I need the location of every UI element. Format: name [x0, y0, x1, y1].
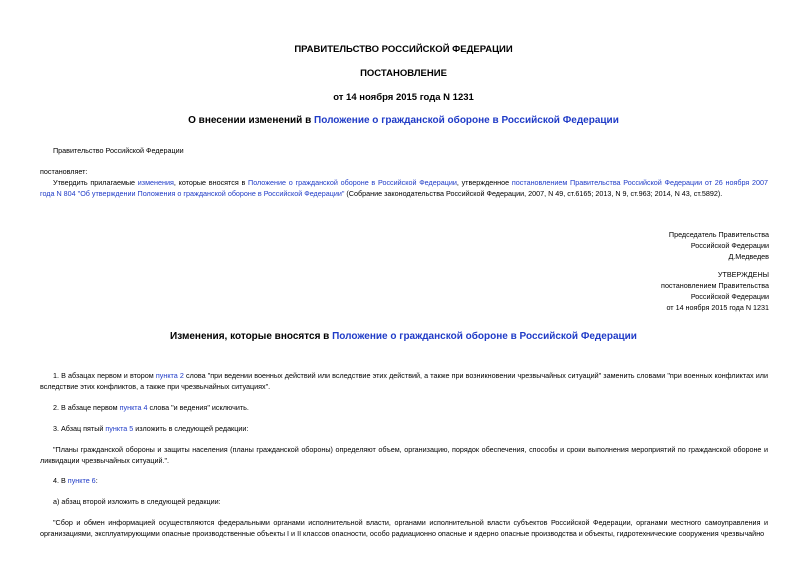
- item-4-link[interactable]: пункте 6: [67, 476, 96, 485]
- item-1-link[interactable]: пункта 2: [155, 371, 184, 380]
- changes-title: [0, 331, 807, 342]
- intro-government: Правительство Российской Федерации: [53, 146, 184, 155]
- intro-resolves: постановляет:: [40, 167, 88, 176]
- document-type: ПОСТАНОВЛЕНИЕ: [360, 68, 447, 79]
- item-2-text-b: слова "и ведения" исключить.: [147, 403, 249, 412]
- intro-text-2: , которые вносятся в: [173, 178, 249, 187]
- item-2-text-a: 2. В абзаце первом: [53, 403, 120, 412]
- changes-link[interactable]: изменения: [137, 178, 174, 187]
- changes-title-prefix: Изменения, которые вносятся в: [170, 331, 333, 342]
- signature-block: [669, 229, 769, 262]
- document-title-prefix: О внесении изменений в: [188, 115, 315, 126]
- approval-heading: УТВЕРЖДЕНЫ: [717, 270, 769, 279]
- item-4: [40, 475, 768, 486]
- regulation-link[interactable]: Положение о гражданской обороне в Российской Федерации: [248, 178, 457, 187]
- signature-body: Российской Федерации: [690, 241, 769, 250]
- item-2: [40, 402, 768, 413]
- item-4a-quote: "Сбор и обмен информацией осуществляются федеральными органами исполнительной власти, органами исполнительной власти субъектов Российской Федерации, органами местного самоуправления и организациями, эксплуатирующими опасные производственные объекты I и II классов опасности, особо радиационно опасные и ядерно опасные производства и объекты, гидротехнические сооружения чрезвычайно: [40, 518, 768, 538]
- organization-header: ПРАВИТЕЛЬСТВО РОССИЙСКОЙ ФЕДЕРАЦИИ: [294, 44, 513, 55]
- intro-text-1: Утвердить прилагаемые: [53, 178, 138, 187]
- item-3: [40, 423, 768, 434]
- intro-text-4: (Собрание законодательства Российской Федерации, 2007, N 49, ст.6165; 2013, N 9, ст.963; 2014, N 43, ст.5892).: [344, 189, 723, 198]
- intro-paragraph: [40, 177, 768, 199]
- document-title: [0, 115, 807, 126]
- approval-line-2: постановлением Правительства: [661, 281, 769, 290]
- item-1-text-a: 1. В абзацах первом и втором: [53, 371, 156, 380]
- approval-block: [661, 269, 769, 313]
- item-1-text-b: слова "при ведении военных действий или вследствие этих действий, а также при возникновении чрезвычайных ситуаций" заменить словами "при военных конфликтах или вследствие этих конфликтов, а также при чрезвычайных ситуациях".: [40, 371, 769, 391]
- item-3-link[interactable]: пункта 5: [105, 424, 134, 433]
- decree-link[interactable]: постановлением Правительства Российской Федерации от 26 ноября 2007 года N 804 "Об утверждении Положения о гражданской обороне в Российской Федерации": [40, 178, 768, 198]
- item-4a: а) абзац второй изложить в следующей редакции:: [53, 497, 221, 506]
- item-3-text-b: изложить в следующей редакции:: [133, 424, 249, 433]
- item-1: [40, 370, 768, 392]
- item-4-text-a: 4. В: [53, 476, 68, 485]
- document-title-link[interactable]: Положение о гражданской обороне в Российской Федерации: [314, 115, 619, 126]
- document-date-number: от 14 ноября 2015 года N 1231: [333, 92, 474, 103]
- item-3-text-a: 3. Абзац пятый: [53, 424, 106, 433]
- intro-text-3: , утвержденное: [456, 178, 512, 187]
- changes-title-link[interactable]: Положение о гражданской обороне в Российской Федерации: [332, 331, 637, 342]
- signature-position: Председатель Правительства: [668, 230, 769, 239]
- signature-name: Д.Медведев: [728, 252, 769, 261]
- approval-line-3: Российской Федерации: [690, 292, 769, 301]
- item-2-link[interactable]: пункта 4: [119, 403, 148, 412]
- approval-line-4: от 14 ноября 2015 года N 1231: [666, 303, 769, 312]
- item-3-quote: "Планы гражданской обороны и защиты населения (планы гражданской обороны) определяют объем, организацию, порядок обеспечения, способы и сроки выполнения мероприятий по гражданской обороне и ликвидации чрезвычайных ситуаций.".: [40, 445, 768, 465]
- item-4-text-b: :: [95, 476, 98, 485]
